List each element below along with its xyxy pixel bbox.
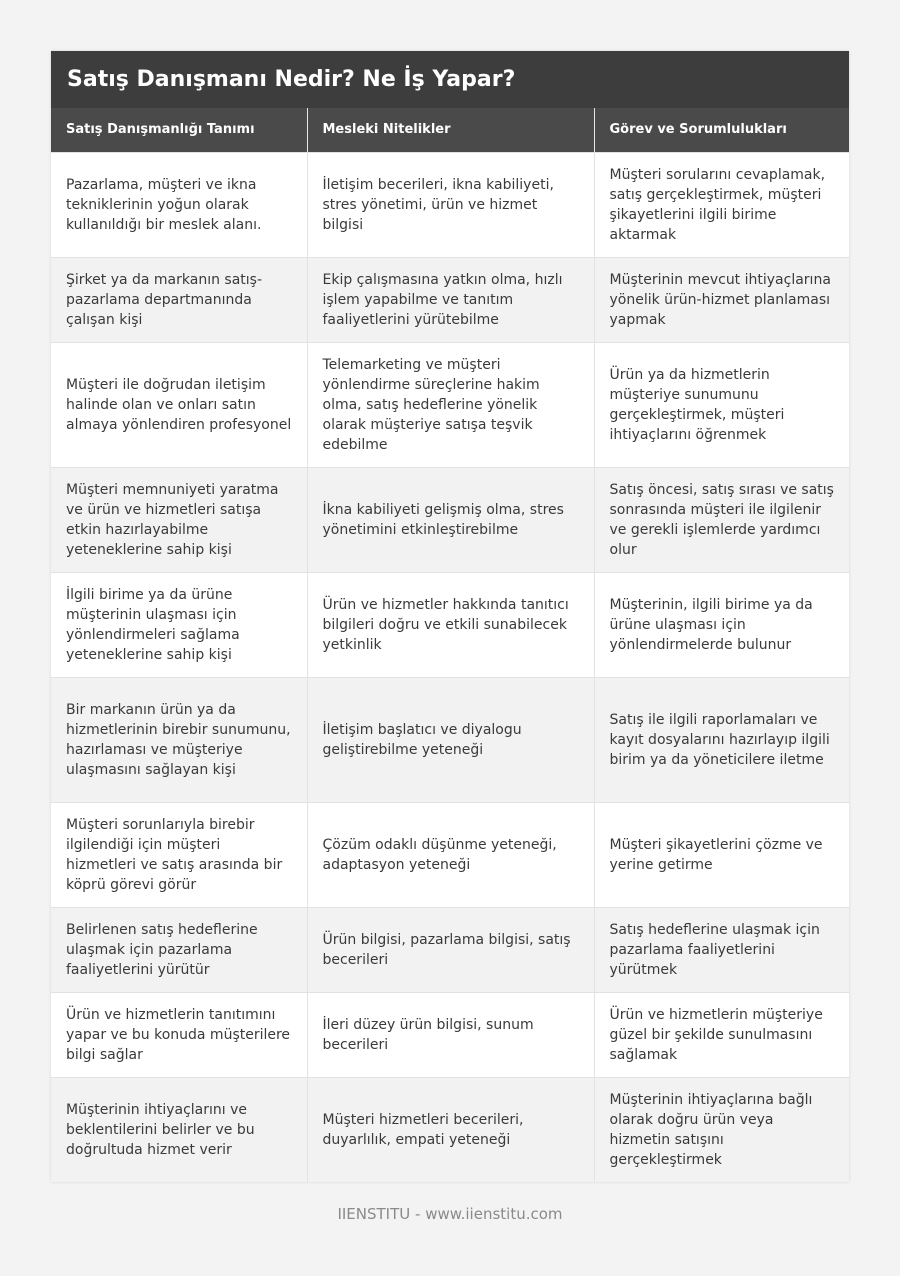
- table-body: [51, 152, 849, 1182]
- cell-duties: Satış ile ilgili raporlamaları ve kayıt dosyalarını hazırlayıp ilgili birim ya da yöneticilere iletme: [594, 677, 849, 802]
- table-row: [51, 992, 849, 1077]
- column-header-duties: Görev ve Sorumlulukları: [594, 108, 849, 152]
- cell-definition: İlgili birime ya da ürüne müşterinin ulaşması için yönlendirmeleri sağlama yeteneklerine sahip kişi: [51, 572, 307, 677]
- cell-qualifications: İleri düzey ürün bilgisi, sunum becerileri: [307, 992, 594, 1077]
- table-row: [51, 677, 849, 802]
- cell-qualifications: Ekip çalışmasına yatkın olma, hızlı işlem yapabilme ve tanıtım faaliyetlerini yürütebilme: [307, 257, 594, 342]
- cell-duties: Satış öncesi, satış sırası ve satış sonrasında müşteri ile ilgilenir ve gerekli işlemlerde yardımcı olur: [594, 467, 849, 572]
- table-row: [51, 1077, 849, 1182]
- footer-credit: IIENSTITU - www.iienstitu.com: [337, 1205, 563, 1223]
- table-row: [51, 467, 849, 572]
- cell-duties: Satış hedeflerine ulaşmak için pazarlama faaliyetlerini yürütmek: [594, 907, 849, 992]
- column-header-qualifications: Mesleki Nitelikler: [307, 108, 594, 152]
- cell-qualifications: Ürün ve hizmetler hakkında tanıtıcı bilgileri doğru ve etkili sunabilecek yetkinlik: [307, 572, 594, 677]
- cell-qualifications: Ürün bilgisi, pazarlama bilgisi, satış becerileri: [307, 907, 594, 992]
- page-title: Satış Danışmanı Nedir? Ne İş Yapar?: [51, 51, 849, 108]
- cell-definition: Müşterinin ihtiyaçlarını ve beklentilerini belirler ve bu doğrultuda hizmet verir: [51, 1077, 307, 1182]
- cell-qualifications: Müşteri hizmetleri becerileri, duyarlılık, empati yeteneği: [307, 1077, 594, 1182]
- cell-duties: Müşterinin mevcut ihtiyaçlarına yönelik ürün-hizmet planlaması yapmak: [594, 257, 849, 342]
- content-card: [51, 51, 849, 1182]
- cell-duties: Müşteri şikayetlerini çözme ve yerine getirme: [594, 802, 849, 907]
- table-row: [51, 152, 849, 257]
- table-row: [51, 572, 849, 677]
- cell-qualifications: İkna kabiliyeti gelişmiş olma, stres yönetimini etkinleştirebilme: [307, 467, 594, 572]
- cell-qualifications: İletişim başlatıcı ve diyalogu geliştirebilme yeteneği: [307, 677, 594, 802]
- cell-qualifications: Çözüm odaklı düşünme yeteneği, adaptasyon yeteneği: [307, 802, 594, 907]
- cell-qualifications: Telemarketing ve müşteri yönlendirme süreçlerine hakim olma, satış hedeflerine yönelik olarak müşteriye satışa teşvik edebilme: [307, 342, 594, 467]
- cell-definition: Müşteri memnuniyeti yaratma ve ürün ve hizmetleri satışa etkin hazırlayabilme yeteneklerine sahip kişi: [51, 467, 307, 572]
- table-header-row: [51, 108, 849, 152]
- cell-definition: Müşteri sorunlarıyla birebir ilgilendiği için müşteri hizmetleri ve satış arasında bir köprü görevi görür: [51, 802, 307, 907]
- cell-duties: Müşteri sorularını cevaplamak, satış gerçekleştirmek, müşteri şikayetlerini ilgili birime aktarmak: [594, 152, 849, 257]
- table-row: [51, 257, 849, 342]
- table-row: [51, 342, 849, 467]
- table-row: [51, 802, 849, 907]
- cell-definition: Şirket ya da markanın satış-pazarlama departmanında çalışan kişi: [51, 257, 307, 342]
- cell-definition: Bir markanın ürün ya da hizmetlerinin birebir sunumunu, hazırlaması ve müşteriye ulaşmasını sağlayan kişi: [51, 677, 307, 802]
- cell-duties: Müşterinin, ilgili birime ya da ürüne ulaşması için yönlendirmelerde bulunur: [594, 572, 849, 677]
- cell-definition: Ürün ve hizmetlerin tanıtımını yapar ve bu konuda müşterilere bilgi sağlar: [51, 992, 307, 1077]
- cell-duties: Ürün ya da hizmetlerin müşteriye sunumunu gerçekleştirmek, müşteri ihtiyaçlarını öğrenmek: [594, 342, 849, 467]
- cell-qualifications: İletişim becerileri, ikna kabiliyeti, stres yönetimi, ürün ve hizmet bilgisi: [307, 152, 594, 257]
- cell-definition: Pazarlama, müşteri ve ikna tekniklerinin yoğun olarak kullanıldığı bir meslek alanı.: [51, 152, 307, 257]
- cell-duties: Müşterinin ihtiyaçlarına bağlı olarak doğru ürün veya hizmetin satışını gerçekleştirmek: [594, 1077, 849, 1182]
- table-row: [51, 907, 849, 992]
- column-header-definition: Satış Danışmanlığı Tanımı: [51, 108, 307, 152]
- cell-definition: Müşteri ile doğrudan iletişim halinde olan ve onları satın almaya yönlendiren profesyonel: [51, 342, 307, 467]
- cell-definition: Belirlenen satış hedeflerine ulaşmak için pazarlama faaliyetlerini yürütür: [51, 907, 307, 992]
- cell-duties: Ürün ve hizmetlerin müşteriye güzel bir şekilde sunulmasını sağlamak: [594, 992, 849, 1077]
- info-table: [51, 108, 849, 1182]
